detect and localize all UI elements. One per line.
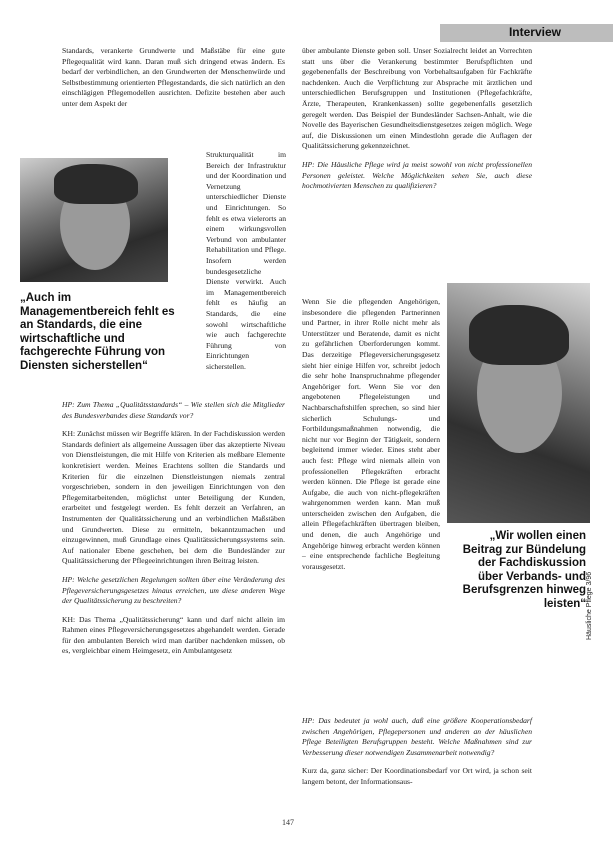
left-question-1: HP: Zum Thema „Qualitätsstandards“ – Wie stellen sich die Mitglieder des Bundesverbandes diese Standards vor?: [62, 400, 285, 420]
hair-shape-2: [469, 305, 569, 365]
right-column-top: [302, 46, 532, 200]
left-column-lower: [62, 400, 285, 665]
pull-quote-right: „Wir wollen einen Beitrag zur Bündelung der Fachdiskussion über Verbands- und Berufsgrenzen hinweg leisten“: [462, 530, 586, 610]
hair-shape: [54, 164, 138, 204]
interviewee-photo-1: [20, 158, 168, 282]
left-narrow-wrap-text: Strukturqualität im Bereich der Infrastruktur und der Koordination und Vernetzung unterschiedlicher Dienste und Einrichtungen. So fehlt es etwa vielerorts an einem wirkungsvollen Verbund von ambulanter Rehabilitation und Pflege. Insofern werden bundesgesetzliche Dienste verwirkt. Auch im Managementbereich fehlt es häufig an Standards, die eine sowohl wirtschaftliche wie auch fachgerechte Führung von Einrichtungen sicherstellen.: [206, 150, 286, 371]
right-question-2: HP: Das bedeutet ja wohl auch, daß eine größere Kooperationsbedarf zwischen Angehörigen, Pflegepersonen und anderen an der häuslichen Pflege Beteiligten Berufsgruppen besteht. Welche Maßnahmen sind zur Verbesserung dieser notwendigen Zusammenarbeit notwendig?: [302, 716, 532, 757]
right-column-lower: [302, 716, 532, 796]
side-publication-label: Häusliche Pflege 3/96: [586, 571, 593, 640]
right-paragraph-1: über ambulante Dienste geben soll. Unser Sozialrecht leidet an Vorrechten statt uns über die Verankerung bestimmter Berufspflichten und gegebenenfalls der Beschreibung von Vorbehaltsaufgaben für Fachkräfte nachdenken. Auch die Verpflichtung zur Absprache mit ärztlichen und unterschiedlichen Berufsgruppen und Institutionen (Pflegefachkräfte, Ärzte, Therapeuten, Krankenkassen) sollte gegebenenfalls gesetzlich geregelt werden. Das Beispiel der Bundesländer Sachsen-Anhalt, wie die Novelle des Bayerischen Gesundheitsdienstgesetzes zeigen möglich. Wege auf, die Diskussionen um einen Mindestlohn gerade die Auflagen der Qualitätssicherung gekennzeichnet.: [302, 46, 532, 151]
section-header-bar: [440, 24, 613, 42]
left-column: [62, 46, 285, 118]
left-answer-2: KH: Das Thema „Qualitätssicherung“ kann und darf nicht allein im Rahmen eines Pflegeversicherungsgesetzes abgehandelt werden. Gerade für den ambulanten Bereich wird man darüber nachdenken müssen, ob es, vergleichbar einem Heimgesetz, ein Ambulantgesetz: [62, 614, 285, 656]
left-answer-1: KH: Zunächst müssen wir Begriffe klären. In der Fachdiskussion werden Standards definiert als allgemeine Aussagen über das akzeptierte Niveau von Dienstleistungen, die mit Hilfe von Kriterien als meßbare Elemente konkretisiert werden. Meines Erachtens sollten die Standards und Kriterien für die einzelnen Dienstleistungen niemals zentral vorgeschrieben, sondern in den jeweiligen Einrichtungen von den Pflegemitarbeitenden, möglichst unter Beteiligung der Kunden, erarbeitet und festgelegt werden. Es fehlt derzeit an Verfahren, an Instrumenten der Qualitätssicherung und an verbindlichen Maßstäben und Grundwerten. Diese zu ermitteln, bekanntzumachen und einzugewinnen, muß Grundlage eines Qualitätssicherungssystems sein. Auf nationaler Ebene geschehen, bei dem die Bundesländer zur Qualitätssicherung der Pflegeeinrichtungen ihren Beitrag leisten.: [62, 429, 285, 566]
interviewee-photo-2: [447, 283, 590, 523]
pull-quote-left: „Auch im Managementbereich fehlt es an Standards, die eine wirtschaftliche und fachgerechte Führung von Diensten sicherstellen“: [20, 292, 175, 372]
right-answer-2: Kurz da, ganz sicher: Der Koordinationsbedarf vor Ort wird, ja schon seit langem betont, der Informationsaus-: [302, 766, 532, 786]
right-question-1: HP: Die Häusliche Pflege wird ja meist sowohl von nicht professionellen Personen geleistet. Welche Möglichkeiten sehen Sie, auch diese hochmotivierten Menschen zu qualifizieren?: [302, 159, 532, 191]
page-number: 147: [282, 818, 294, 827]
section-header-label: Interview: [508, 25, 561, 39]
left-question-2: HP: Welche gesetzlichen Regelungen sollten über eine Veränderung des Pflegeversicherungsgesetzes hinaus erreichen, um diese anderen Wege der Qualitätssicherung zu beschreiten?: [62, 574, 285, 606]
right-answer-1: Wenn Sie die pflegenden Angehörigen, insbesondere die pflegenden Partnerinnen und Partner, in ihrer Rolle nicht mehr als Unterstützer und Beratende, damit es nicht zu gefährlichen Überforderungen kommt. Das derzeitige Pflegeversicherungsgesetz sieht hier einige Hilfen vor, schreibt jedoch die sehr hohe Inanspruchnahme pflegender Angehöriger fort. Wenn Sie vor den angebotenen Pflegeleistungen und Nachbarschaftshilfen sprechen, so sind hier sicherlich Schulungs- und Fortbildungsmaßnahmen notwendig, die nicht nur vor Beginn der Tätigkeit, sondern begleitend immer wieder. Eines steht aber auch fest: Pflege wird niemals allein von professionellen Pflegekräften erbracht werden können. Die Pflege ist gerade eine Aufgabe, die auch von nicht-pflegekräften wahrgenommen werden kann. Man muß unterscheiden zwischen den Aufgaben, die allein Pflegefachkräften übertragen bleiben, und denen, die auch Angehörige und Angehörige hinweg erbracht werden können – eine entsprechende fachliche Begleitung vorausgesetzt.: [302, 297, 440, 571]
left-paragraph-1: Standards, verankerte Grundwerte und Maßstäbe für eine gute Pflegequalität wird kann. Daran muß sich dringend etwas ändern. Es bedarf der verbindlichen, an den Grundwerten der Menschenwürde und Selbstbestimmung orientierten Pflegestandards, die sich natürlich an den einschlägigen Pflegemodellen ausrichten. Defizite bestehen aber auch unter dem Aspekt der: [62, 46, 285, 108]
